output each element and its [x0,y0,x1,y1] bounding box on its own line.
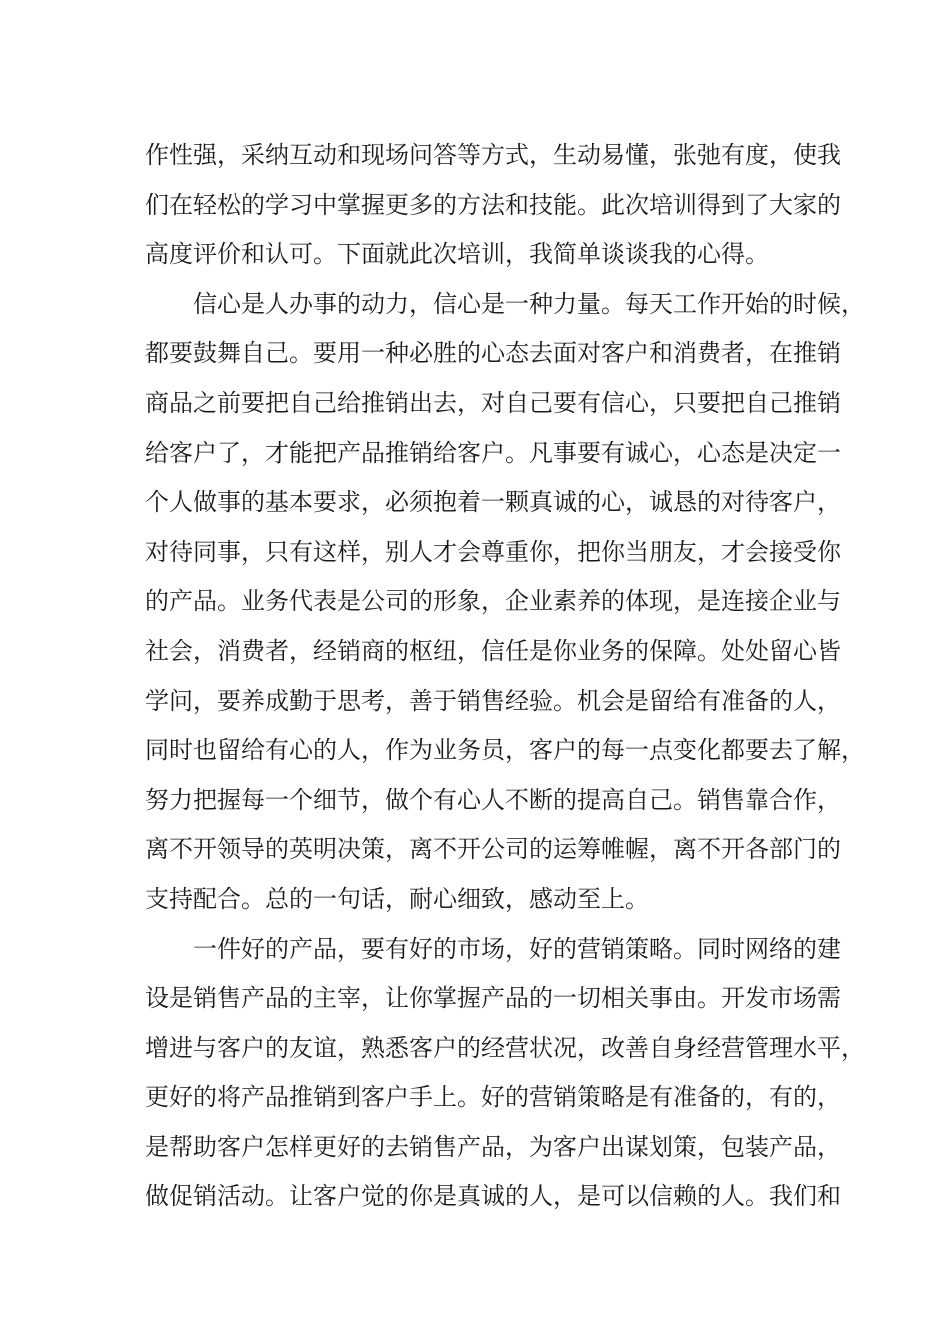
text-line: 支持配合。总的一句话，耐心细致，感动至上。 [145,884,649,913]
text-line: 学问，要养成勤于思考，善于销售经验。机会是留给有准备的人， [145,686,841,715]
text-line: 努力把握每一个细节，做个有心人不断的提高自己。销售靠合作， [145,785,841,814]
text-line: 同时也留给有心的人，作为业务员，客户的每一点变化都要去了解， [145,736,865,765]
text-line: 离不开领导的英明决策，离不开公司的运筹帷幄，离不开各部门的 [145,835,841,864]
paragraph-start-line: 一件好的产品，要有好的市场，好的营销策略。同时网络的建 [193,934,841,963]
text-line: 给客户了，才能把产品推销给客户。凡事要有诚心，心态是决定一 [145,438,841,467]
text-line: 更好的将产品推销到客户手上。好的营销策略是有准备的，有的， [145,1083,841,1112]
text-line: 高度评价和认可。下面就此次培训，我简单谈谈我的心得。 [145,240,769,269]
text-line: 是帮助客户怎样更好的去销售产品，为客户出谋划策，包装产品， [145,1132,841,1161]
text-line: 增进与客户的友谊，熟悉客户的经营状况，改善自身经营管理水平， [145,1033,865,1062]
text-line: 做促销活动。让客户觉的你是真诚的人，是可以信赖的人。我们和 [145,1182,841,1211]
text-line: 社会，消费者，经销商的枢纽，信任是你业务的保障。处处留心皆 [145,636,841,665]
text-line: 设是销售产品的主宰，让你掌握产品的一切相关事由。开发市场需 [145,984,841,1013]
text-line: 都要鼓舞自己。要用一种必胜的心态去面对客户和消费者，在推销 [145,339,841,368]
paragraph-start-line: 信心是人办事的动力，信心是一种力量。每天工作开始的时候， [193,289,865,318]
text-line: 的产品。业务代表是公司的形象，企业素养的体现，是连接企业与 [145,587,841,616]
text-line: 个人做事的基本要求，必须抱着一颗真诚的心，诚恳的对待客户， [145,488,841,517]
text-line: 们在轻松的学习中掌握更多的方法和技能。此次培训得到了大家的 [145,190,841,219]
text-line: 商品之前要把自己给推销出去，对自己要有信心，只要把自己推销 [145,388,841,417]
text-line: 作性强，采纳互动和现场问答等方式，生动易懂，张弛有度，使我 [145,141,841,169]
text-line: 对待同事，只有这样，别人才会尊重你，把你当朋友，才会接受你 [145,537,841,566]
document-body [145,131,865,1222]
